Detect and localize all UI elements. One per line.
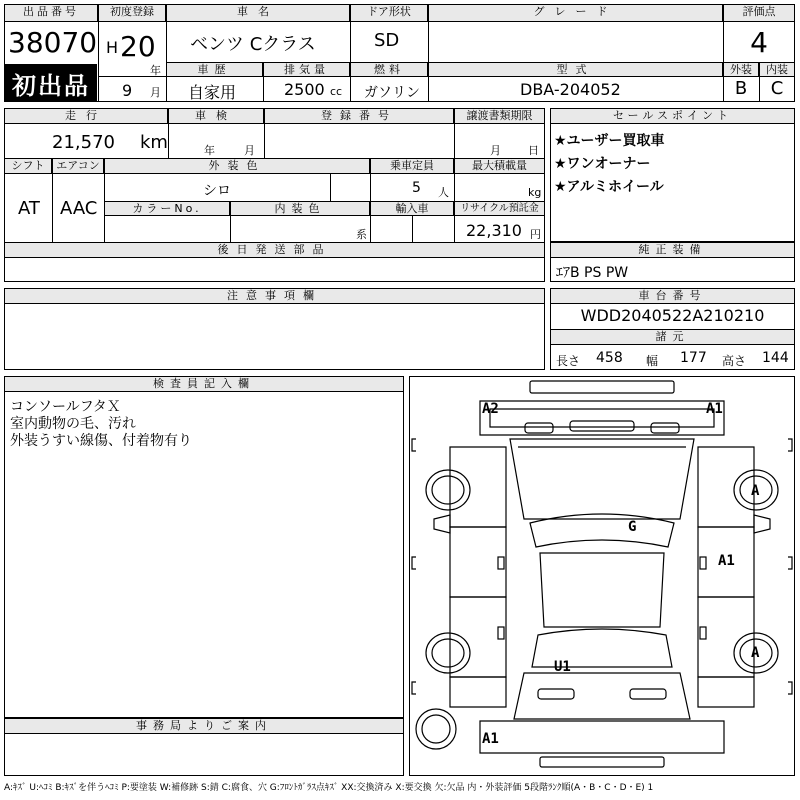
damage-mark: A1 xyxy=(718,553,735,569)
height-value: 144 xyxy=(762,350,789,366)
score-value: 4 xyxy=(750,26,768,59)
interior-grade: C xyxy=(770,78,784,99)
damage-mark: A1 xyxy=(706,401,723,417)
mileage-value: 21,570 xyxy=(52,132,115,153)
dims-label: 諸元 xyxy=(550,329,795,345)
capacity-label: 乗車定員 xyxy=(370,158,454,174)
shift-label: シフト xyxy=(4,158,52,174)
interior-color-unit: 系 xyxy=(356,228,367,241)
month-unit: 月 xyxy=(150,86,161,99)
history-label: 車歴 xyxy=(166,62,263,77)
damage-mark: A xyxy=(751,645,760,661)
import-label: 輸入車 xyxy=(370,201,454,216)
ac-label: エアコン xyxy=(52,158,104,174)
mileage-label: 走行 xyxy=(4,108,168,124)
reg-month: 9 xyxy=(122,81,133,100)
length-label: 長さ xyxy=(556,354,581,368)
inspector-line: 外装うすい線傷、付着物有り xyxy=(10,433,192,449)
recycle-label: リサイクル預託金 xyxy=(454,201,545,216)
fuel-value: ガソリン xyxy=(364,85,420,101)
transfer-label: 譲渡書類期限 xyxy=(454,108,545,124)
reg-no-label: 登録番号 xyxy=(264,108,454,124)
sales-point-item: ★ワンオーナー xyxy=(554,156,651,172)
recycle-unit: 円 xyxy=(530,228,541,241)
sales-points-label: セールスポイント xyxy=(550,108,795,124)
lot-label: 出品番号 xyxy=(4,4,98,22)
interior-color-label: 内装色 xyxy=(230,201,370,216)
car-name: ベンツ Cクラス xyxy=(190,34,316,55)
sales-point-item: ★ユーザー買取車 xyxy=(554,133,665,149)
transfer-day-unit: 日 xyxy=(528,144,539,157)
legend: A:ｷｽﾞ U:ﾍｺﾐ B:ｷｽﾞを伴うﾍｺﾐ P:要塗装 W:補修跡 S:錆 C:腐食、穴 G:ﾌﾛﾝﾄｶﾞﾗｽ点ｷｽﾞ XX:交換済み X:要交換 欠:欠品 内・外装評価 5段階ﾗﾝｸ順(A・B・C・D・E) 1 xyxy=(4,783,654,793)
door-label: ドア形状 xyxy=(350,4,428,22)
interior-label: 内装 xyxy=(759,62,795,77)
sales-point-item: ★アルミホイール xyxy=(554,179,664,195)
lot-number: 38070 xyxy=(8,26,98,59)
fuel-label: 燃料 xyxy=(350,62,428,77)
inspector-line: 室内動物の毛、汚れ xyxy=(10,416,136,432)
model-label: 型式 xyxy=(428,62,723,77)
damage-mark: A2 xyxy=(482,401,499,417)
color-value: シロ xyxy=(203,183,231,199)
door-type: SD xyxy=(374,30,400,51)
grade-label: グレード xyxy=(428,4,723,22)
exterior-label: 外装 xyxy=(723,62,759,77)
damage-mark: G xyxy=(628,519,637,535)
mileage-unit: km xyxy=(140,132,168,153)
accessories-label: 後日発送部品 xyxy=(4,242,545,258)
year-unit: 年 xyxy=(150,64,161,77)
chassis-value: WDD2040522A210210 xyxy=(580,306,765,325)
model-value: DBA-204052 xyxy=(520,80,621,99)
equipment-label: 純正装備 xyxy=(550,242,795,258)
inspector-label: 検査員記入欄 xyxy=(4,376,404,392)
height-label: 高さ xyxy=(722,354,747,368)
capacity-value: 5 xyxy=(412,180,421,196)
inspection-month-unit: 月 xyxy=(244,144,255,157)
recycle-value: 22,310 xyxy=(466,221,522,240)
color-no-label: カラーNo. xyxy=(104,201,230,216)
shift-value: AT xyxy=(18,198,40,219)
car-name-label: 車名 xyxy=(166,4,350,22)
displacement-value: 2500 xyxy=(284,80,325,99)
length-value: 458 xyxy=(596,350,623,366)
era: H xyxy=(106,38,119,57)
exterior-grade: B xyxy=(734,78,748,99)
inspector-line: コンソールフタＸ xyxy=(10,399,121,415)
chassis-label: 車台番号 xyxy=(550,288,795,304)
displacement-label: 排気量 xyxy=(263,62,350,77)
sales-points-block xyxy=(550,108,795,242)
damage-mark: U1 xyxy=(554,659,571,675)
load-unit: kg xyxy=(528,186,542,199)
first-reg-label: 初度登録 xyxy=(98,4,166,22)
office-label: 事務局よりご案内 xyxy=(4,718,404,734)
displacement-unit: cc xyxy=(330,85,343,98)
load-label: 最大積載量 xyxy=(454,158,545,174)
capacity-unit: 人 xyxy=(438,186,449,199)
equipment-value: ｴｱB PS PW xyxy=(556,265,629,281)
history-value: 自家用 xyxy=(188,83,237,102)
car-diagram xyxy=(409,376,795,776)
ac-value: AAC xyxy=(60,198,98,219)
transfer-month-unit: 月 xyxy=(490,144,501,157)
car-diagram-drawing xyxy=(410,377,794,775)
width-value: 177 xyxy=(680,350,707,366)
first-listing-label: 初出品 xyxy=(12,72,90,100)
inspection-year-unit: 年 xyxy=(204,144,215,157)
width-label: 幅 xyxy=(646,354,659,368)
reg-year: 20 xyxy=(120,30,156,63)
damage-mark: A1 xyxy=(482,731,499,747)
damage-mark: A xyxy=(751,483,760,499)
inspection-label: 車検 xyxy=(168,108,264,124)
notes-label: 注意事項欄 xyxy=(4,288,545,304)
color-label: 外装色 xyxy=(104,158,370,174)
score-label: 評価点 xyxy=(723,4,795,22)
